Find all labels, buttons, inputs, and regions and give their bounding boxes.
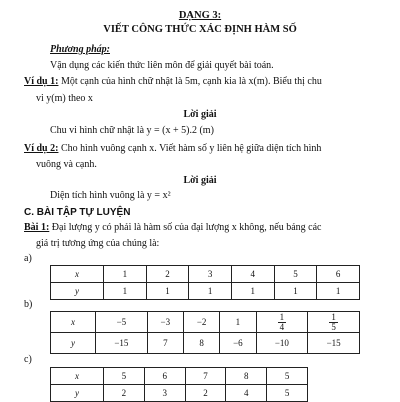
table-cell: 5 [274,266,317,283]
table-cell-fraction [256,312,308,333]
table-cell: 1 [220,312,256,333]
table-a [50,265,360,300]
table-cell: −2 [183,312,219,333]
table-cell: 5 [104,368,145,385]
section-heading: C. BÀI TẬP TỰ LUYỆN [24,207,131,218]
fraction [278,313,287,332]
table-b-label: b) [24,299,33,310]
table-cell: 2 [146,266,189,283]
method-label: Phương pháp: [50,44,110,55]
exercise1-label: Bài 1: [24,222,50,233]
table-cell: −3 [147,312,183,333]
example1-solution-label: Lời giải [183,109,217,120]
table-cell: 1 [274,283,317,300]
table-cell: 4 [231,266,274,283]
fraction [329,313,338,332]
dang-heading: DẠNG 3: [178,10,222,21]
table-row-y [51,333,360,354]
table-cell: 1 [104,283,147,300]
fraction-denominator: 5 [331,321,336,332]
example1-text1: Một cạnh của hình chữ nhật là 5m, cạnh kia là x(m). Biểu thị chu [60,76,322,87]
table-row-x [51,266,360,283]
method-text: Vận dụng các kiến thức liên môn để giải quyết bài toán. [50,60,274,71]
example2-line1 [24,143,321,155]
example1-solution: Chu vi hình chữ nhật là y = (x + 5).2 (m) [50,125,214,136]
fraction-numerator: 1 [331,311,336,322]
table-cell: 5 [267,368,308,385]
table-cell: 7 [147,333,183,354]
example2-text1: Cho hình vuông cạnh x. Viết hàm số y liên hệ giữa diện tích hình [60,143,322,154]
page-title: VIẾT CÔNG THỨC XÁC ĐỊNH HÀM SỐ [103,24,297,35]
example1-label: Ví dụ 1: [24,76,59,87]
table-row-x [51,368,308,385]
table-cell: 7 [185,368,226,385]
table-cell-fraction [308,312,360,333]
table-cell: 8 [226,368,267,385]
example2-solution-label: Lời giải [183,175,217,186]
fraction-denominator: 4 [279,321,285,332]
table-cell: 3 [189,266,232,283]
example2-solution: Diện tích hình vuông là y = x² [50,190,171,201]
table-cell: 3 [144,385,185,402]
example2-label: Ví dụ 2: [24,143,59,154]
fraction-numerator: 1 [279,311,285,322]
table-header-y: y [51,283,104,300]
table-cell: 6 [317,266,360,283]
table-c [50,367,308,402]
table-b [50,311,360,354]
table-a-label: a) [24,253,32,264]
table-header-x: x [51,312,96,333]
table-header-x: x [51,266,104,283]
exercise1-line2: giá trị tương ứng của chúng là: [36,238,160,249]
example1-line2: vi y(m) theo x [36,93,93,104]
exercise1-text1: Đại lượng y có phải là hàm số của đại lượng x không, nếu bảng các [51,222,322,233]
table-cell: 6 [144,368,185,385]
table-cell: 1 [231,283,274,300]
table-cell: −15 [308,333,360,354]
table-cell: 8 [183,333,219,354]
table-row-y [51,283,360,300]
table-cell: 1 [146,283,189,300]
table-cell: −15 [96,333,148,354]
table-row-y [51,385,308,402]
table-header-y: y [51,385,104,402]
example2-line2: vuông và cạnh. [36,159,97,170]
table-cell: 1 [189,283,232,300]
table-row-x [51,312,360,333]
table-cell: 2 [104,385,145,402]
exercise1-line1 [24,222,321,234]
example1-line1 [24,76,322,88]
table-cell: −6 [220,333,256,354]
table-header-y: y [51,333,96,354]
table-cell: 1 [317,283,360,300]
table-cell: 4 [226,385,267,402]
table-header-x: x [51,368,104,385]
table-c-label: c) [24,354,32,365]
table-cell: 5 [267,385,308,402]
table-cell: 2 [185,385,226,402]
table-cell: 1 [104,266,147,283]
table-cell: −10 [256,333,308,354]
table-cell: −5 [96,312,148,333]
